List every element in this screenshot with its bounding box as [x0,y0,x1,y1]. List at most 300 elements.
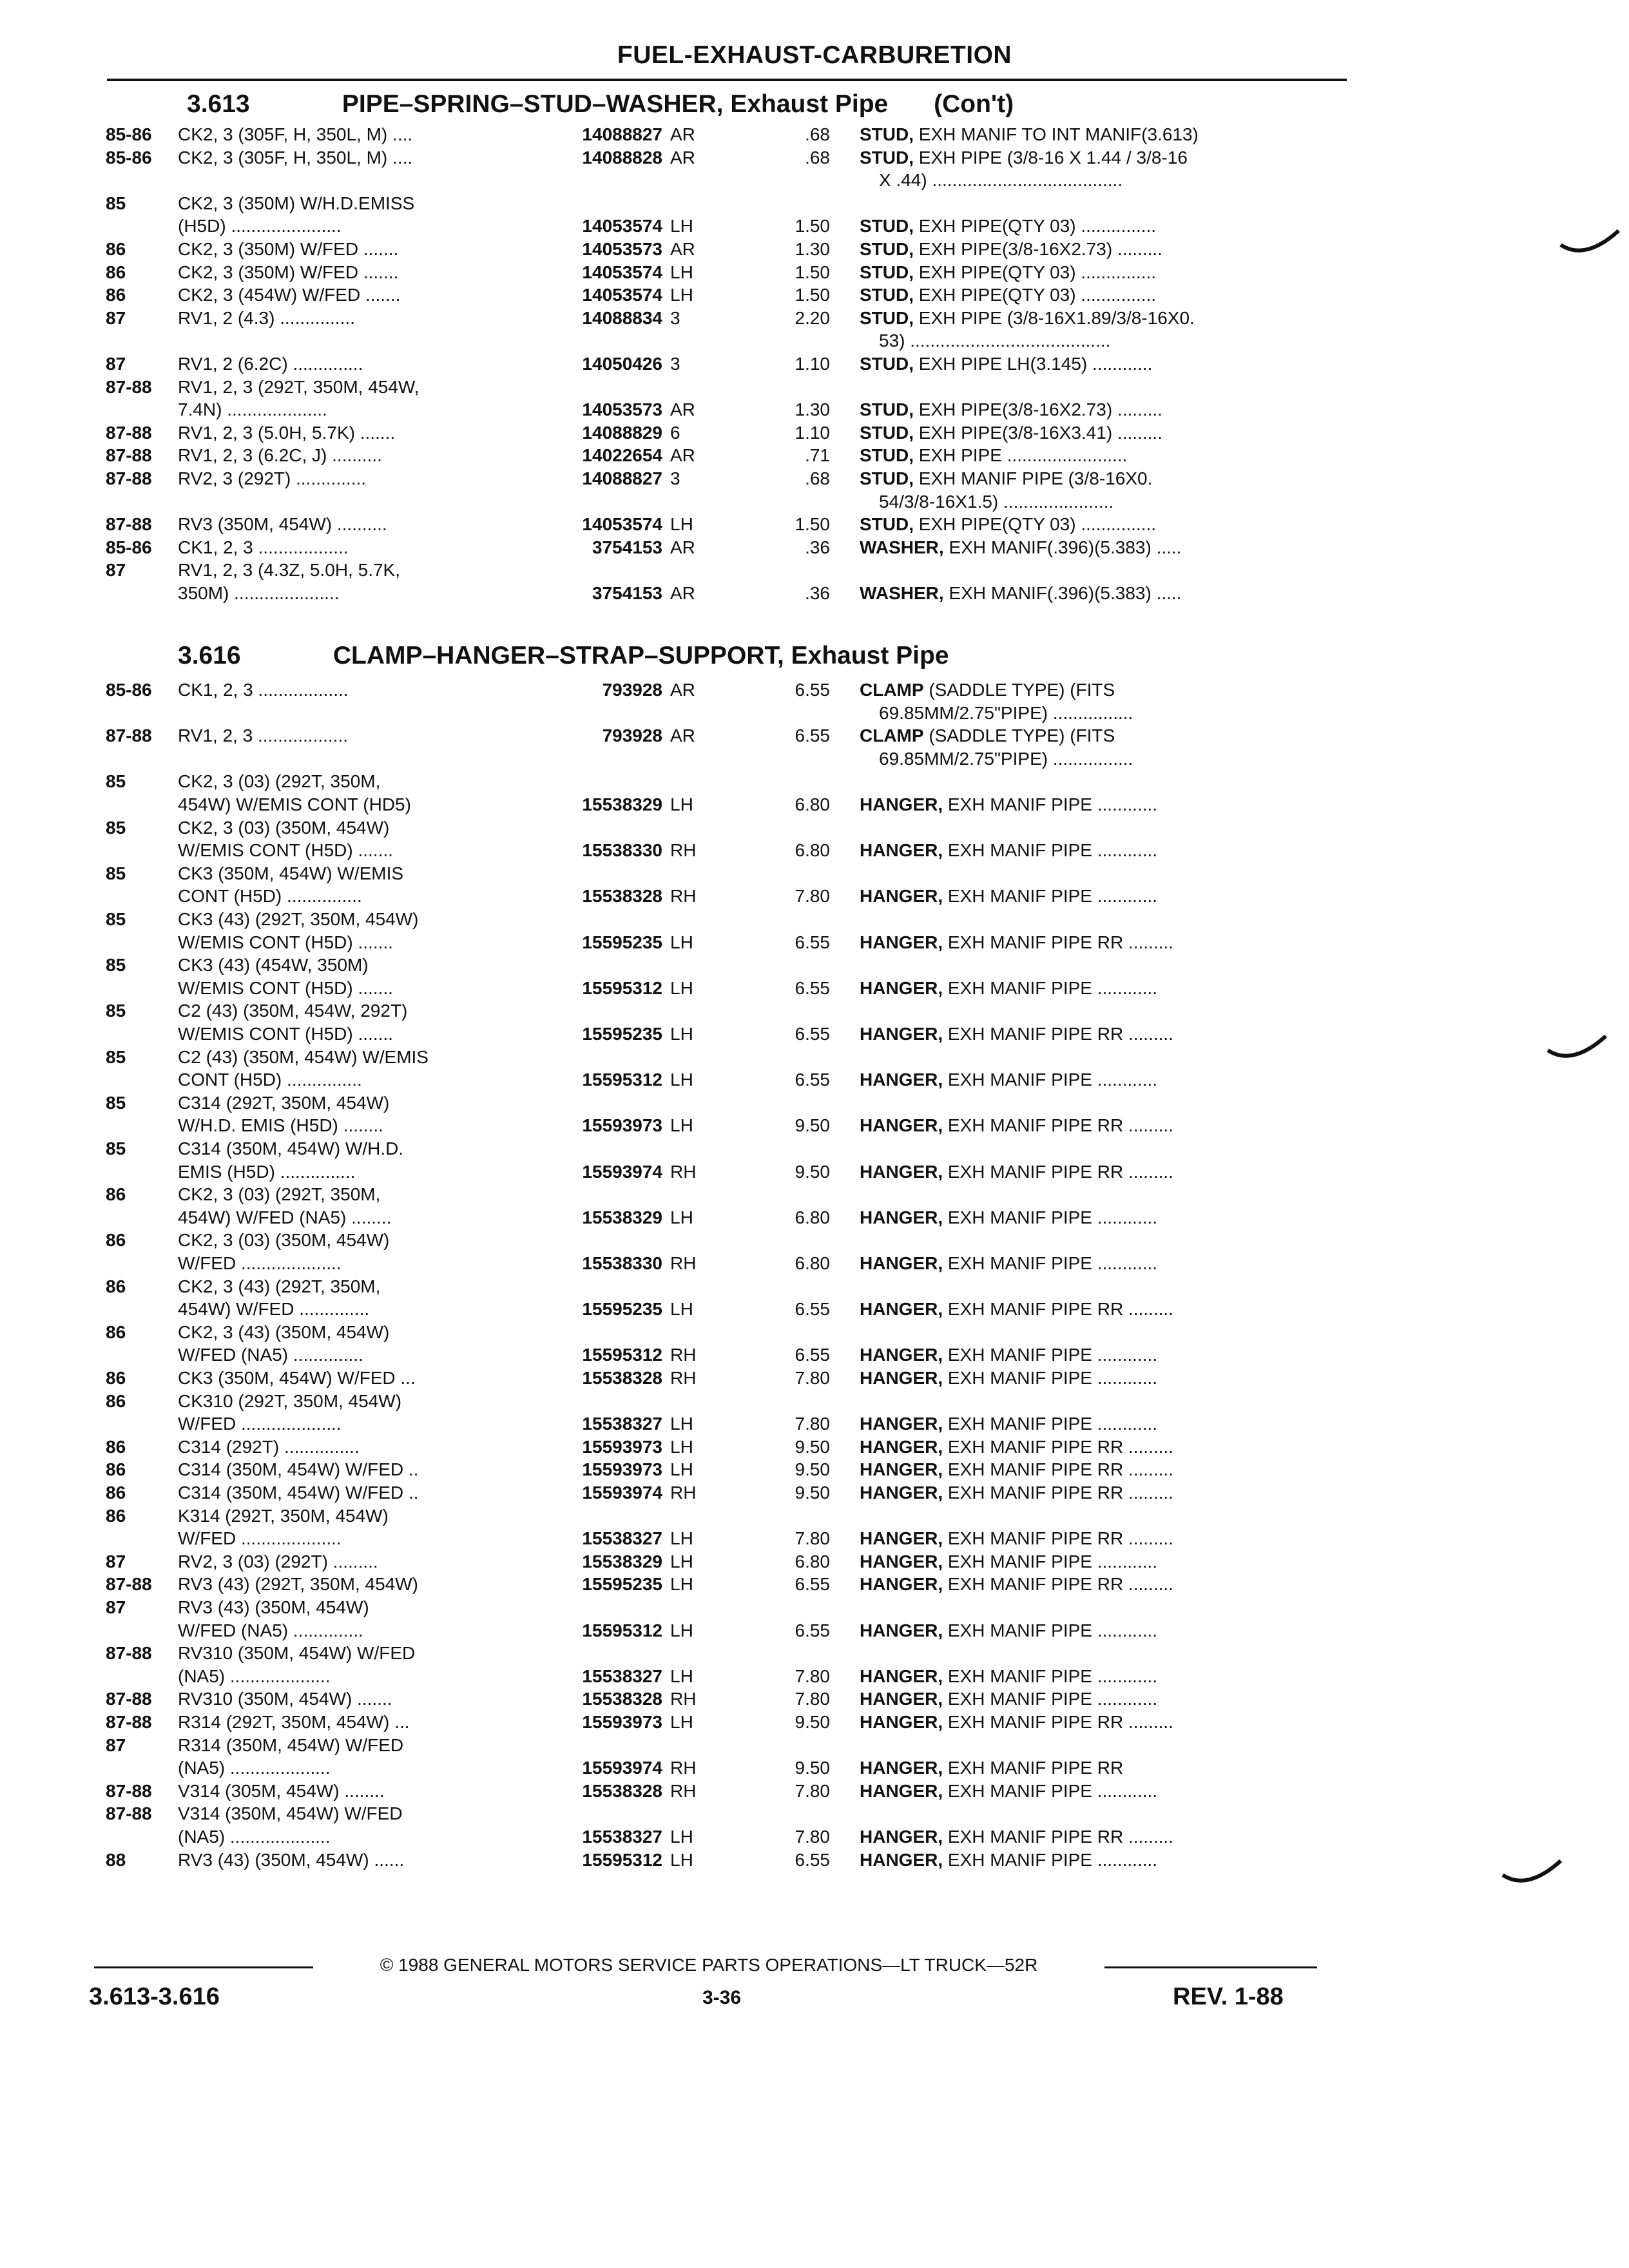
list-item [0,582,1629,604]
part-description-text: EXH PIPE (3/8-16X1.89/3/8-16X0. [914,307,1195,328]
quantity: AR [670,124,695,144]
part-description-type: HANGER, [860,1024,943,1044]
part-number: 15538329 [582,794,662,814]
part-description-text: EXH MANIF PIPE ............ [943,1207,1158,1227]
part-description-type: HANGER, [860,840,943,861]
list-item [0,771,1629,793]
part-number: 15593974 [582,1161,662,1182]
model-application: RV3 (350M, 454W) .......... [178,514,387,535]
part-description [860,1298,1324,1320]
part-description [860,1413,1324,1435]
part-description-type: HANGER, [860,1849,943,1870]
price: .36 [805,537,830,557]
quantity: LH [670,1070,693,1090]
price: 6.80 [795,1207,830,1227]
part-number: 15538328 [582,1780,662,1801]
part-description [860,215,1324,237]
part-number: 3754153 [592,583,662,603]
price: 9.50 [795,1161,830,1182]
model-application: CK2, 3 (03) (350M, 454W) [178,1230,390,1251]
part-description-type: HANGER, [860,1827,943,1847]
model-application: C314 (292T, 350M, 454W) [178,1092,390,1113]
part-number: 15595235 [582,1299,662,1320]
price: .68 [805,147,830,168]
model-year: 86 [106,285,126,305]
quantity: AR [670,726,695,746]
part-description-type: STUD, [860,468,914,488]
part-description-type: HANGER, [860,794,943,814]
part-description [860,1023,1324,1045]
model-application: 454W) W/FED (NA5) ........ [178,1207,392,1227]
part-number: 15538330 [582,840,662,861]
footer-section-range: 3.613-3.616 [89,1983,220,2010]
price: 6.55 [795,932,830,952]
part-description-type: HANGER, [860,1207,943,1227]
part-description [879,748,1343,770]
list-item [0,169,1629,191]
model-application: RV3 (43) (350M, 454W) ...... [178,1849,405,1870]
list-item [0,1711,1629,1733]
part-description [860,445,1324,466]
part-number: 14053573 [582,399,662,420]
part-description-text: EXH MANIF PIPE ............ [943,1368,1158,1388]
price: 7.80 [795,1689,830,1709]
list-item [0,1276,1629,1298]
part-description-text: EXH MANIF(.396)(5.383) ..... [943,537,1182,557]
part-description-text: (SADDLE TYPE) (FITS [923,726,1115,746]
model-year: 86 [106,1230,126,1251]
quantity: LH [670,794,693,814]
part-description [860,1161,1324,1183]
model-application: 454W) W/EMIS CONT (HD5) [178,794,411,814]
margin-check-mark [1547,1031,1611,1070]
model-year: 87-88 [106,726,152,746]
model-application: RV310 (350M, 454W) ....... [178,1689,392,1709]
model-year: 86 [106,1483,126,1503]
part-description-text: EXH MANIF PIPE ............ [943,1551,1158,1571]
list-item [0,1000,1629,1022]
part-description [860,582,1324,604]
part-number: 14050426 [582,354,662,374]
model-year: 87 [106,1597,126,1617]
part-number: 15595235 [582,932,662,952]
list-item [0,1666,1629,1687]
part-description [860,1551,1324,1573]
part-description-text: EXH PIPE(QTY 03) ............... [914,514,1157,535]
model-application: (NA5) .................... [178,1666,331,1686]
part-number: 15538327 [582,1528,662,1549]
price: 1.10 [795,422,830,443]
list-item [0,1551,1629,1573]
model-application: (NA5) .................... [178,1827,331,1847]
part-number: 15595312 [582,1070,662,1090]
model-application: RV3 (43) (292T, 350M, 454W) [178,1574,418,1595]
model-year: 85 [106,1046,126,1067]
price: 7.80 [795,1827,830,1847]
part-description [860,1115,1324,1137]
part-description-text: EXH PIPE ........................ [914,445,1128,466]
model-application: CK3 (350M, 454W) W/FED ... [178,1368,416,1388]
part-description-text: EXH MANIF PIPE (3/8-16X0. [914,468,1153,488]
model-year: 87-88 [106,422,152,443]
part-description [860,1826,1324,1848]
part-description [860,794,1324,816]
model-application: RV3 (43) (350M, 454W) [178,1597,369,1617]
model-application: RV2, 3 (03) (292T) ......... [178,1551,378,1571]
list-item [0,1482,1629,1504]
part-number: 15593973 [582,1436,662,1457]
list-item [0,1436,1629,1458]
list-item [0,376,1629,398]
model-year: 87 [106,307,126,328]
part-description-text: EXH MANIF PIPE RR [943,1758,1124,1778]
quantity: RH [670,1689,697,1709]
part-description [860,262,1324,284]
part-description-text: EXH PIPE(QTY 03) ............... [914,285,1157,305]
part-description-text: 69.85MM/2.75"PIPE) ................ [879,748,1133,769]
footer-divider-right [1104,1966,1317,1968]
part-description [860,468,1324,490]
part-description-type: STUD, [860,239,914,259]
list-item [0,840,1629,861]
part-description [860,725,1324,747]
model-year: 85-86 [106,537,152,557]
list-item [0,1115,1629,1137]
price: 6.80 [795,840,830,861]
part-number: 15538328 [582,1689,662,1709]
part-description [860,1436,1324,1458]
part-description-text: EXH MANIF PIPE ............ [943,840,1158,861]
model-application: CK3 (350M, 454W) W/EMIS [178,863,404,883]
part-description-text: (SADDLE TYPE) (FITS [923,680,1115,700]
list-item [0,124,1629,146]
quantity: 3 [670,468,680,488]
model-application: W/FED (NA5) .............. [178,1620,363,1640]
part-description-text: EXH MANIF PIPE RR ......... [943,1436,1173,1457]
part-description [879,330,1343,352]
part-description-type: HANGER, [860,1758,943,1778]
list-item [0,193,1629,215]
footer-revision: REV. 1-88 [1173,1983,1284,2010]
model-application: CK2, 3 (43) (292T, 350M, [178,1276,381,1296]
part-description-text: 69.85MM/2.75"PIPE) ................ [879,702,1133,723]
part-description [860,1344,1324,1366]
part-description [879,491,1343,513]
model-application: W/FED .................... [178,1253,342,1273]
model-application: RV1, 2 (4.3) ............... [178,307,355,328]
model-application: C314 (292T) ............... [178,1436,360,1457]
quantity: LH [670,1436,693,1457]
model-application: C314 (350M, 454W) W/FED .. [178,1459,419,1480]
quantity: RH [670,886,697,907]
part-description-text: EXH MANIF PIPE ............ [943,1689,1158,1709]
model-year: 87-88 [106,1803,152,1824]
model-application: RV2, 3 (292T) .............. [178,468,367,488]
part-description-text: EXH MANIF PIPE RR ......... [943,1483,1173,1503]
model-application: CK2, 3 (350M) W/FED ....... [178,239,399,259]
part-description-text: X .44) ...................................... [879,170,1123,191]
model-year: 87-88 [106,468,152,488]
model-year: 88 [106,1849,126,1870]
model-application: CK2, 3 (350M) W/FED ....... [178,262,399,282]
quantity: LH [670,216,693,236]
part-description-type: HANGER, [860,1574,943,1595]
part-description-text: EXH MANIF PIPE RR ......... [943,1299,1173,1320]
model-application: RV1, 2, 3 (6.2C, J) .......... [178,445,382,466]
part-description [860,1780,1324,1802]
model-application: C2 (43) (350M, 454W, 292T) [178,1001,408,1021]
list-item [0,885,1629,907]
list-item [0,1298,1629,1320]
footer-copyright: © 1988 GENERAL MOTORS SERVICE PARTS OPERATIONS—LT TRUCK—52R [380,1955,1038,1975]
list-item [0,1757,1629,1779]
list-item [0,238,1629,260]
price: .68 [805,468,830,488]
model-year: 86 [106,262,126,282]
price: 7.80 [795,1780,830,1801]
part-description-type: WASHER, [860,537,944,557]
part-description-text: EXH MANIF PIPE ............ [943,1620,1158,1640]
price: 6.55 [795,680,830,700]
part-description-type: STUD, [860,262,914,282]
model-year: 87 [106,560,126,581]
part-number: 15593974 [582,1758,662,1778]
part-number: 14053574 [582,262,662,282]
part-description-type: HANGER, [860,1368,943,1388]
model-year: 85 [106,909,126,929]
quantity: RH [670,1368,697,1388]
list-item [0,1321,1629,1343]
part-description-text: EXH MANIF PIPE ............ [943,1070,1158,1090]
part-description-type: STUD, [860,514,914,535]
model-application: CK2, 3 (305F, H, 350L, M) .... [178,147,413,168]
list-item [0,932,1629,954]
price: 6.55 [795,1574,830,1595]
part-description [860,514,1324,535]
part-description-text: EXH MANIF PIPE ............ [943,1414,1158,1434]
price: 1.10 [795,354,830,374]
model-application: CK1, 2, 3 .................. [178,680,349,700]
list-item [0,954,1629,976]
list-item [0,537,1629,559]
model-application: CK2, 3 (454W) W/FED ....... [178,285,401,305]
part-number: 15538327 [582,1827,662,1847]
part-description-type: HANGER, [860,1620,943,1640]
part-description [860,1459,1324,1481]
list-item [0,1688,1629,1710]
model-application: W/EMIS CONT (H5D) ....... [178,932,393,952]
price: .36 [805,583,830,603]
part-description-type: HANGER, [860,932,943,952]
part-description-text: EXH MANIF PIPE RR ......... [943,1574,1173,1595]
list-item [0,1735,1629,1756]
quantity: AR [670,399,695,420]
model-application: V314 (350M, 454W) W/FED [178,1803,403,1824]
model-application: W/EMIS CONT (H5D) ....... [178,977,393,998]
quantity: AR [670,239,695,259]
price: 6.80 [795,1551,830,1571]
list-item [0,445,1629,466]
model-year: 87-88 [106,1574,152,1595]
list-item [0,817,1629,839]
price: 1.30 [795,239,830,259]
part-description-text: EXH MANIF PIPE RR ......... [943,1024,1173,1044]
price: 6.55 [795,1345,830,1365]
price: 6.55 [795,1620,830,1640]
quantity: LH [670,1528,693,1549]
section-number: 3.616 [178,642,241,669]
part-description-type: HANGER, [860,1528,943,1549]
list-item [0,1390,1629,1412]
quantity: LH [670,1299,693,1320]
list-item [0,1803,1629,1825]
list-item [0,1597,1629,1619]
quantity: LH [670,1207,693,1227]
model-application: CONT (H5D) ............... [178,1070,362,1090]
price: 6.55 [795,1024,830,1044]
part-description-type: HANGER, [860,1689,943,1709]
quantity: AR [670,445,695,466]
part-description-type: CLAMP [860,680,924,700]
part-number: 15538327 [582,1666,662,1686]
list-item [0,908,1629,930]
price: 9.50 [795,1483,830,1503]
quantity: AR [670,680,695,700]
part-number: 14088827 [582,124,662,144]
part-description-text: EXH PIPE(QTY 03) ............... [914,262,1157,282]
price: 6.55 [795,726,830,746]
price: 1.50 [795,514,830,535]
part-description [860,1620,1324,1642]
model-year: 86 [106,1390,126,1411]
quantity: LH [670,285,693,305]
section-continued: (Con't) [934,90,1014,118]
part-number: 15538329 [582,1551,662,1571]
part-description-text: EXH MANIF PIPE ............ [943,977,1158,998]
part-description [860,1711,1324,1733]
list-item [0,262,1629,284]
part-description-text: 53) ........................................ [879,331,1111,351]
part-description-type: STUD, [860,399,914,420]
model-application: (NA5) .................... [178,1758,331,1778]
part-number: 793928 [602,680,662,700]
list-item [0,353,1629,375]
quantity: 6 [670,422,680,443]
model-application: EMIS (H5D) ............... [178,1161,356,1182]
part-description [860,1666,1324,1687]
model-application: V314 (305M, 454W) ........ [178,1780,385,1801]
part-number: 3754153 [592,537,662,557]
part-description-type: HANGER, [860,1115,943,1136]
price: 9.50 [795,1436,830,1457]
model-year: 85 [106,863,126,883]
price: 7.80 [795,1414,830,1434]
list-item [0,725,1629,747]
page-title: FUEL-EXHAUST-CARBURETION [617,41,1012,69]
part-description [860,840,1324,861]
part-number: 15538327 [582,1414,662,1434]
list-item [0,1620,1629,1642]
model-application: RV1, 2, 3 .................. [178,726,349,746]
list-item [0,1069,1629,1091]
quantity: LH [670,514,693,535]
part-description-type: HANGER, [860,1299,943,1320]
part-description-type: HANGER, [860,1436,943,1457]
list-item [0,1413,1629,1435]
price: 6.55 [795,1849,830,1870]
part-description [860,238,1324,260]
part-description [860,124,1324,146]
model-year: 86 [106,1459,126,1480]
model-year: 87-88 [106,1643,152,1664]
model-application: CK2, 3 (305F, H, 350L, M) .... [178,124,413,144]
list-item [0,1459,1629,1481]
model-application: C314 (350M, 454W) W/FED .. [178,1483,419,1503]
part-description-type: HANGER, [860,1483,943,1503]
model-application: CK2, 3 (03) (292T, 350M, [178,1184,381,1205]
list-item [0,1092,1629,1114]
part-description [860,1253,1324,1274]
quantity: LH [670,1414,693,1434]
quantity: LH [670,977,693,998]
footer-page-number: 3-36 [702,1987,742,2008]
model-year: 87-88 [106,445,152,466]
part-number: 793928 [602,726,662,746]
part-description [860,1688,1324,1710]
part-description-text: EXH MANIF PIPE ............ [943,1666,1158,1686]
part-description-text: EXH MANIF(.396)(5.383) ..... [943,583,1182,603]
model-year: 87 [106,1551,126,1571]
quantity: 3 [670,354,680,374]
part-number: 15538328 [582,1368,662,1388]
model-year: 86 [106,1368,126,1388]
model-application: K314 (292T, 350M, 454W) [178,1505,389,1526]
price: 9.50 [795,1115,830,1136]
model-year: 85 [106,817,126,838]
part-description [860,932,1324,954]
quantity: LH [670,932,693,952]
quantity: RH [670,1253,697,1273]
model-application: CK3 (43) (292T, 350M, 454W) [178,909,419,929]
model-year: 87-88 [106,514,152,535]
price: 9.50 [795,1459,830,1480]
quantity: RH [670,1483,697,1503]
part-description-text: EXH PIPE(3/8-16X3.41) ......... [914,422,1162,443]
model-year: 86 [106,1184,126,1205]
part-number: 14088829 [582,422,662,443]
model-application: W/FED .................... [178,1414,342,1434]
model-year: 87 [106,1735,126,1755]
model-application: CK2, 3 (43) (350M, 454W) [178,1321,390,1342]
part-description [860,307,1324,329]
model-year: 87-88 [106,1689,152,1709]
price: 6.55 [795,977,830,998]
model-year: 85 [106,1001,126,1021]
model-year: 85 [106,955,126,975]
section-title: PIPE–SPRING–STUD–WASHER, Exhaust Pipe [342,90,889,118]
quantity: RH [670,840,697,861]
model-application: RV1, 2, 3 (5.0H, 5.7K) ....... [178,422,396,443]
part-description-text: EXH MANIF PIPE RR ......... [943,1115,1173,1136]
part-description-type: STUD, [860,307,914,328]
part-description-text: EXH MANIF PIPE RR ......... [943,1827,1173,1847]
list-item [0,1161,1629,1183]
list-item [0,1780,1629,1802]
model-application: (H5D) ...................... [178,216,342,236]
model-application: R314 (292T, 350M, 454W) ... [178,1712,410,1732]
list-item [0,559,1629,581]
part-description-type: HANGER, [860,1345,943,1365]
